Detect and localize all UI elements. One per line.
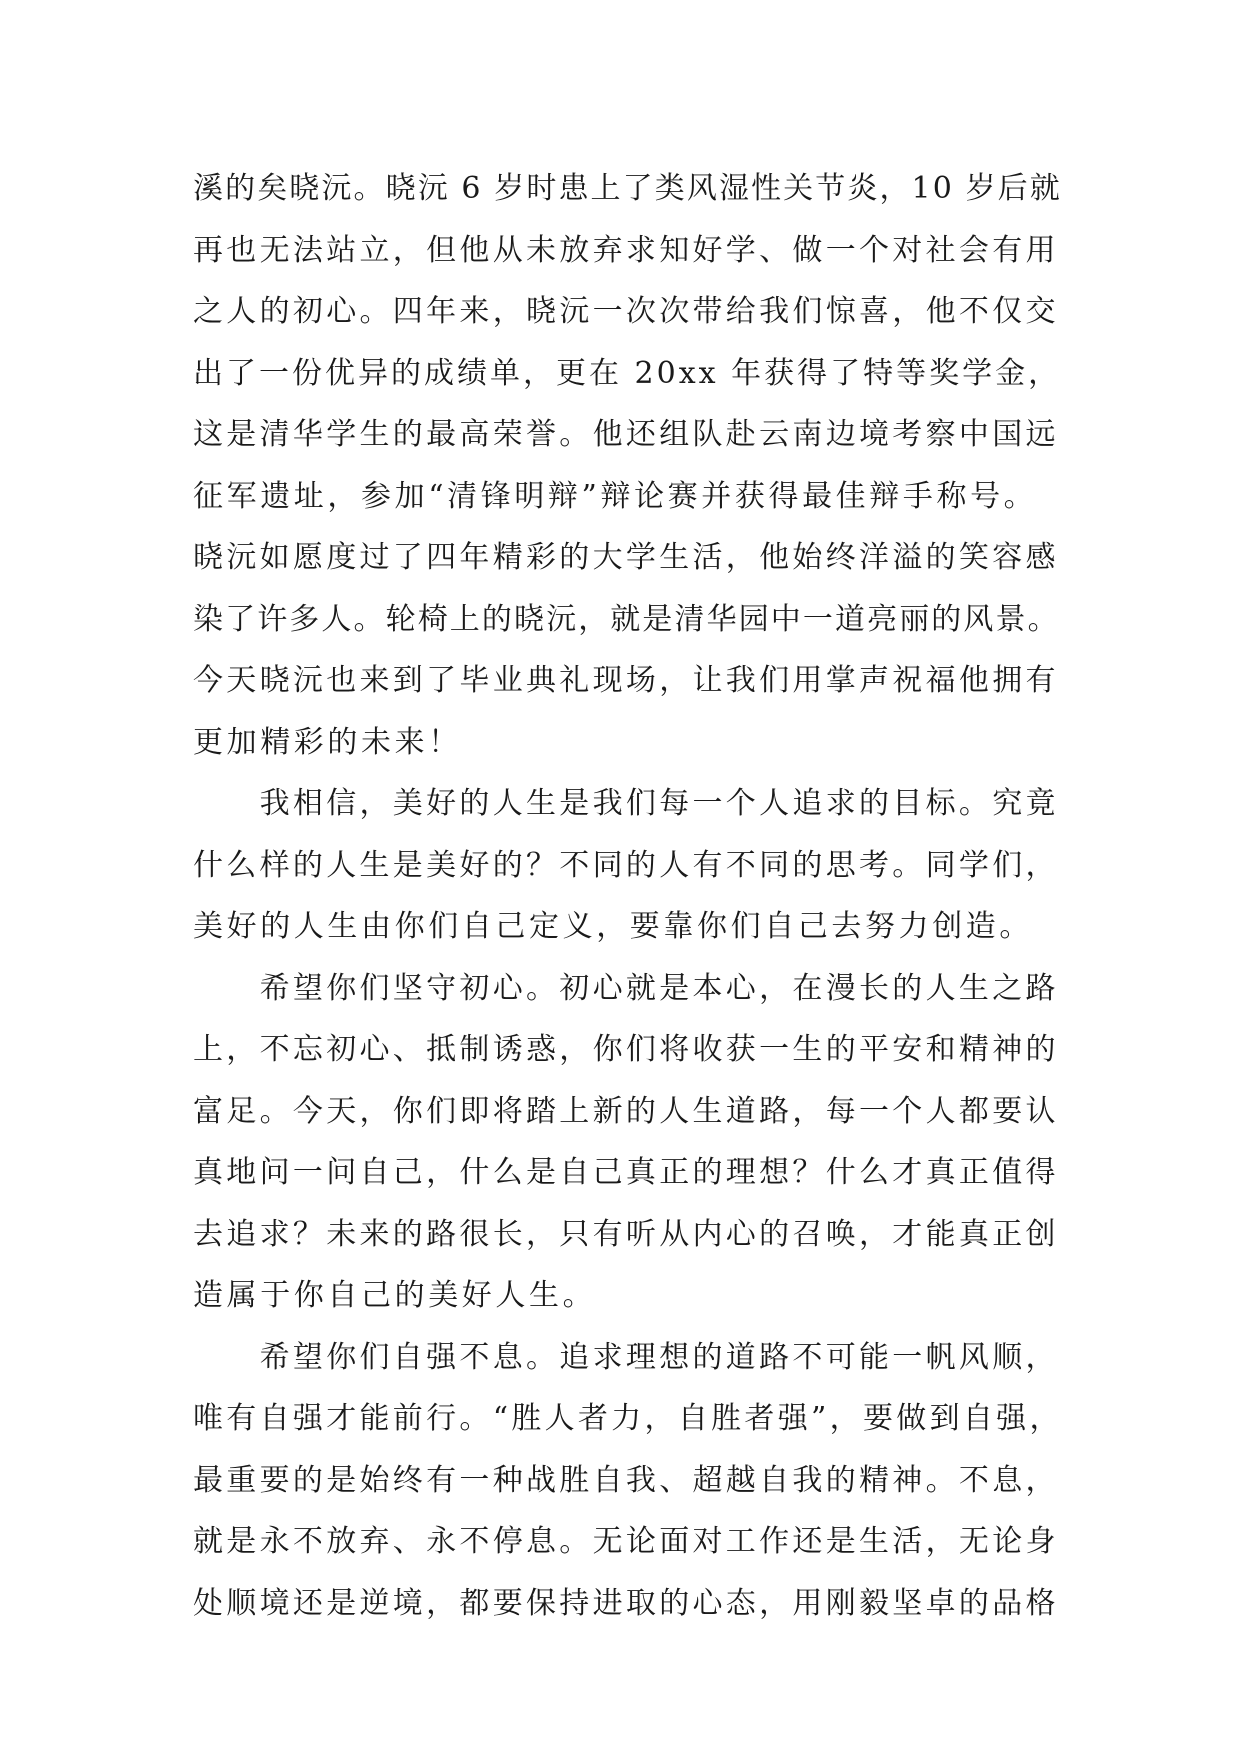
text-line: 晓沅如愿度过了四年精彩的大学生活，他始终洋溢的笑容感 [193, 540, 1059, 575]
text-line: 处顺境还是逆境，都要保持进取的心态，用刚毅坚卓的品格 [193, 1585, 1059, 1621]
text-line: 上，不忘初心、抵制诱惑，你们将收获一生的平安和精神的 [193, 1032, 1059, 1067]
text-line: 就是永不放弃、永不停息。无论面对工作还是生活，无论身 [193, 1524, 1059, 1559]
text-line: 最重要的是始终有一种战胜自我、超越自我的精神。不息， [193, 1462, 1059, 1498]
text-line: 这是清华学生的最高荣誉。他还组队赴云南边境考察中国远 [193, 417, 1059, 452]
text-line: 更加精彩的未来！ [193, 724, 462, 760]
text-line: 我相信，美好的人生是我们每一个人追求的目标。究竟 [193, 786, 1059, 821]
text-line: 造属于你自己的美好人生。 [193, 1278, 597, 1313]
text-line: 唯有自强才能前行。“胜人者力，自胜者强”，要做到自强， [193, 1401, 1063, 1436]
text-line: 出了一份优异的成绩单，更在 20xx 年获得了特等奖学金， [193, 355, 1062, 391]
text-line: 溪的矣晓沅。晓沅 6 岁时患上了类风湿性关节炎，10 岁后就 [193, 171, 1062, 206]
text-line: 之人的初心。四年来，晓沅一次次带给我们惊喜，他不仅交 [193, 294, 1059, 329]
text-line: 真地问一问自己，什么是自己真正的理想？什么才真正值得 [193, 1155, 1059, 1190]
text-line: 今天晓沅也来到了毕业典礼现场，让我们用掌声祝福他拥有 [193, 663, 1059, 698]
text-line: 征军遗址，参加“清锋明辩”辩论赛并获得最佳辩手称号。 [193, 478, 1038, 514]
text-line: 富足。今天，你们即将踏上新的人生道路，每一个人都要认 [193, 1093, 1059, 1129]
text-line: 再也无法站立，但他从未放弃求知好学、做一个对社会有用 [193, 232, 1059, 268]
text-line: 去追求？未来的路很长，只有听从内心的召唤，才能真正创 [193, 1216, 1059, 1252]
text-line: 染了许多人。轮椅上的晓沅，就是清华园中一道亮丽的风景。 [193, 601, 1060, 637]
text-line: 希望你们自强不息。追求理想的道路不可能一帆风顺， [193, 1339, 1059, 1375]
text-line: 什么样的人生是美好的？不同的人有不同的思考。同学们， [193, 847, 1059, 883]
body-text [193, 158, 1063, 1634]
text-line: 希望你们坚守初心。初心就是本心，在漫长的人生之路 [193, 970, 1059, 1006]
text-line: 美好的人生由你们自己定义，要靠你们自己去努力创造。 [193, 909, 1033, 944]
